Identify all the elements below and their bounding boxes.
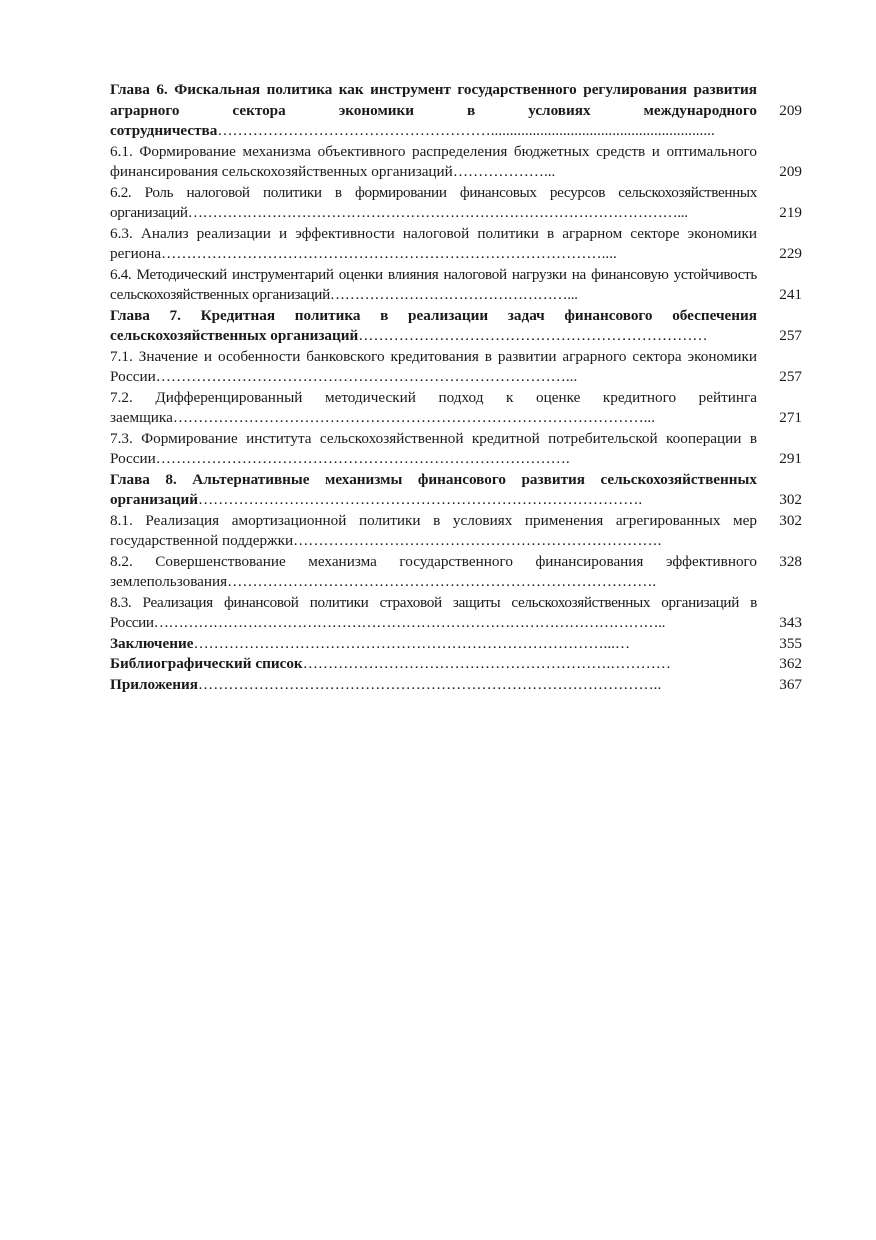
toc-entry-conclusion[interactable] (110, 634, 802, 655)
toc-leader-dots: ………………………………………………………………………………………... (187, 204, 688, 221)
toc-entry-title: 8.3. Реализация финансовой политики страховой защиты сельскохозяйственных организаций в России (110, 593, 757, 631)
toc-entry-8-2[interactable] (110, 552, 802, 593)
toc-page-number: 291 (779, 450, 802, 467)
toc-entry-chapter-8[interactable] (110, 470, 802, 511)
toc-leader-dots: …………………………………………………………… (358, 327, 708, 344)
toc-page-number: 362 (779, 655, 802, 672)
toc-entry-title: Приложения (110, 675, 199, 693)
toc-leader-dots: …………………………………………... (329, 286, 578, 303)
toc-page-number: 367 (779, 675, 802, 693)
toc-leader-dots: …………………………………………………….………… (302, 655, 671, 672)
toc-entry-6-1[interactable] (110, 142, 802, 183)
toc-leader-dots: …………………………………………………………………………….... (161, 245, 617, 262)
toc-page-number: 328 (779, 552, 802, 570)
toc-entry-title: 6.2. Роль налоговой политики в формировании финансовых ресурсов сельскохозяйственных организаций (110, 183, 757, 221)
toc-page-number: 257 (779, 327, 802, 344)
toc-page-number: 343 (779, 614, 802, 631)
toc-entry-7-2[interactable] (110, 388, 802, 429)
toc-entry-appendices[interactable] (110, 675, 802, 696)
toc-entry-bibliography[interactable] (110, 654, 802, 675)
toc-entry-6-4[interactable] (110, 265, 802, 306)
toc-entry-title: 7.3. Формирование института сельскохозяйственной кредитной потребительской кооперации в России (110, 429, 757, 467)
toc-entry-7-1[interactable] (110, 347, 802, 388)
table-of-contents (110, 80, 802, 695)
toc-page-number: 229 (779, 245, 802, 262)
toc-leader-dots: …………………………………………………………………………. (227, 573, 657, 590)
toc-leader-dots: ……………………………………………………………………………….. (198, 675, 662, 693)
toc-entry-title: 6.4. Методический инструментарий оценки влияния налоговой нагрузки на финансовую устойчивость сельскохозяйственных организаций (110, 265, 757, 303)
toc-entry-title: 7.1. Значение и особенности банковского кредитования в развитии аграрного сектора экономики России (110, 347, 757, 385)
toc-entry-title: Библиографический список (110, 655, 303, 672)
toc-entry-title: Глава 7. Кредитная политика в реализации задач финансового обеспечения сельскохозяйственных организаций (110, 306, 757, 344)
toc-entry-title: 8.1. Реализация амортизационной политики в условиях применения агрегированных мер государственной поддержки (110, 511, 757, 549)
toc-leader-dots: ………………... (452, 163, 556, 180)
toc-page-number: 209 (779, 163, 802, 180)
toc-entry-chapter-6[interactable] (110, 80, 802, 142)
toc-page-number: 257 (779, 368, 802, 385)
toc-entry-6-3[interactable] (110, 224, 802, 265)
toc-entry-title: Заключение (110, 634, 194, 652)
toc-leader-dots: ………………………………………………………………………………………….. (153, 614, 666, 631)
toc-entry-title: 6.1. Формирование механизма объективного распределения бюджетных средств и оптимального финансирования сельскохозяйственных организаций (110, 142, 757, 180)
toc-page-number: 302 (779, 491, 802, 508)
toc-leader-dots: ………………………………………………........................................................... (217, 122, 715, 139)
toc-entry-title: 7.2. Дифференцированный методический подход к оценке кредитного рейтинга заемщика (110, 388, 757, 426)
toc-entry-7-3[interactable] (110, 429, 802, 470)
toc-page-number: 271 (779, 409, 802, 426)
toc-entry-8-1[interactable] (110, 511, 802, 552)
toc-entry-title: 6.3. Анализ реализации и эффективности налоговой политики в аграрном секторе экономики региона (110, 224, 757, 262)
toc-entry-title: Глава 6. Фискальная политика как инструмент государственного регулирования развития аграрного сектора экономики в условиях международного сотрудничества (110, 81, 757, 139)
toc-entry-8-3[interactable] (110, 593, 802, 634)
toc-page-number: 219 (779, 204, 802, 221)
toc-leader-dots: ………………………………………………………………………...… (193, 634, 631, 652)
toc-entry-6-2[interactable] (110, 183, 802, 224)
toc-leader-dots: ………………………………………………………………………... (155, 368, 578, 385)
toc-entry-chapter-7[interactable] (110, 306, 802, 347)
toc-entry-title: 8.2. Совершенствование механизма государственного финансирования эффективного землепользования (110, 552, 757, 590)
toc-leader-dots: ………………………………………………………………………. (155, 450, 570, 467)
toc-leader-dots: ………………………………………………………………. (293, 532, 662, 549)
toc-page-number: 241 (779, 286, 802, 303)
toc-page-number: 302 (779, 511, 802, 529)
toc-leader-dots: …………………………………………………………………………………... (172, 409, 656, 426)
toc-page-number: 355 (779, 634, 802, 652)
toc-page-number: 209 (779, 101, 802, 119)
toc-entry-title: Глава 8. Альтернативные механизмы финансового развития сельскохозяйственных организаций (110, 470, 757, 508)
toc-leader-dots: ……………………………………………………………………………. (197, 491, 643, 508)
